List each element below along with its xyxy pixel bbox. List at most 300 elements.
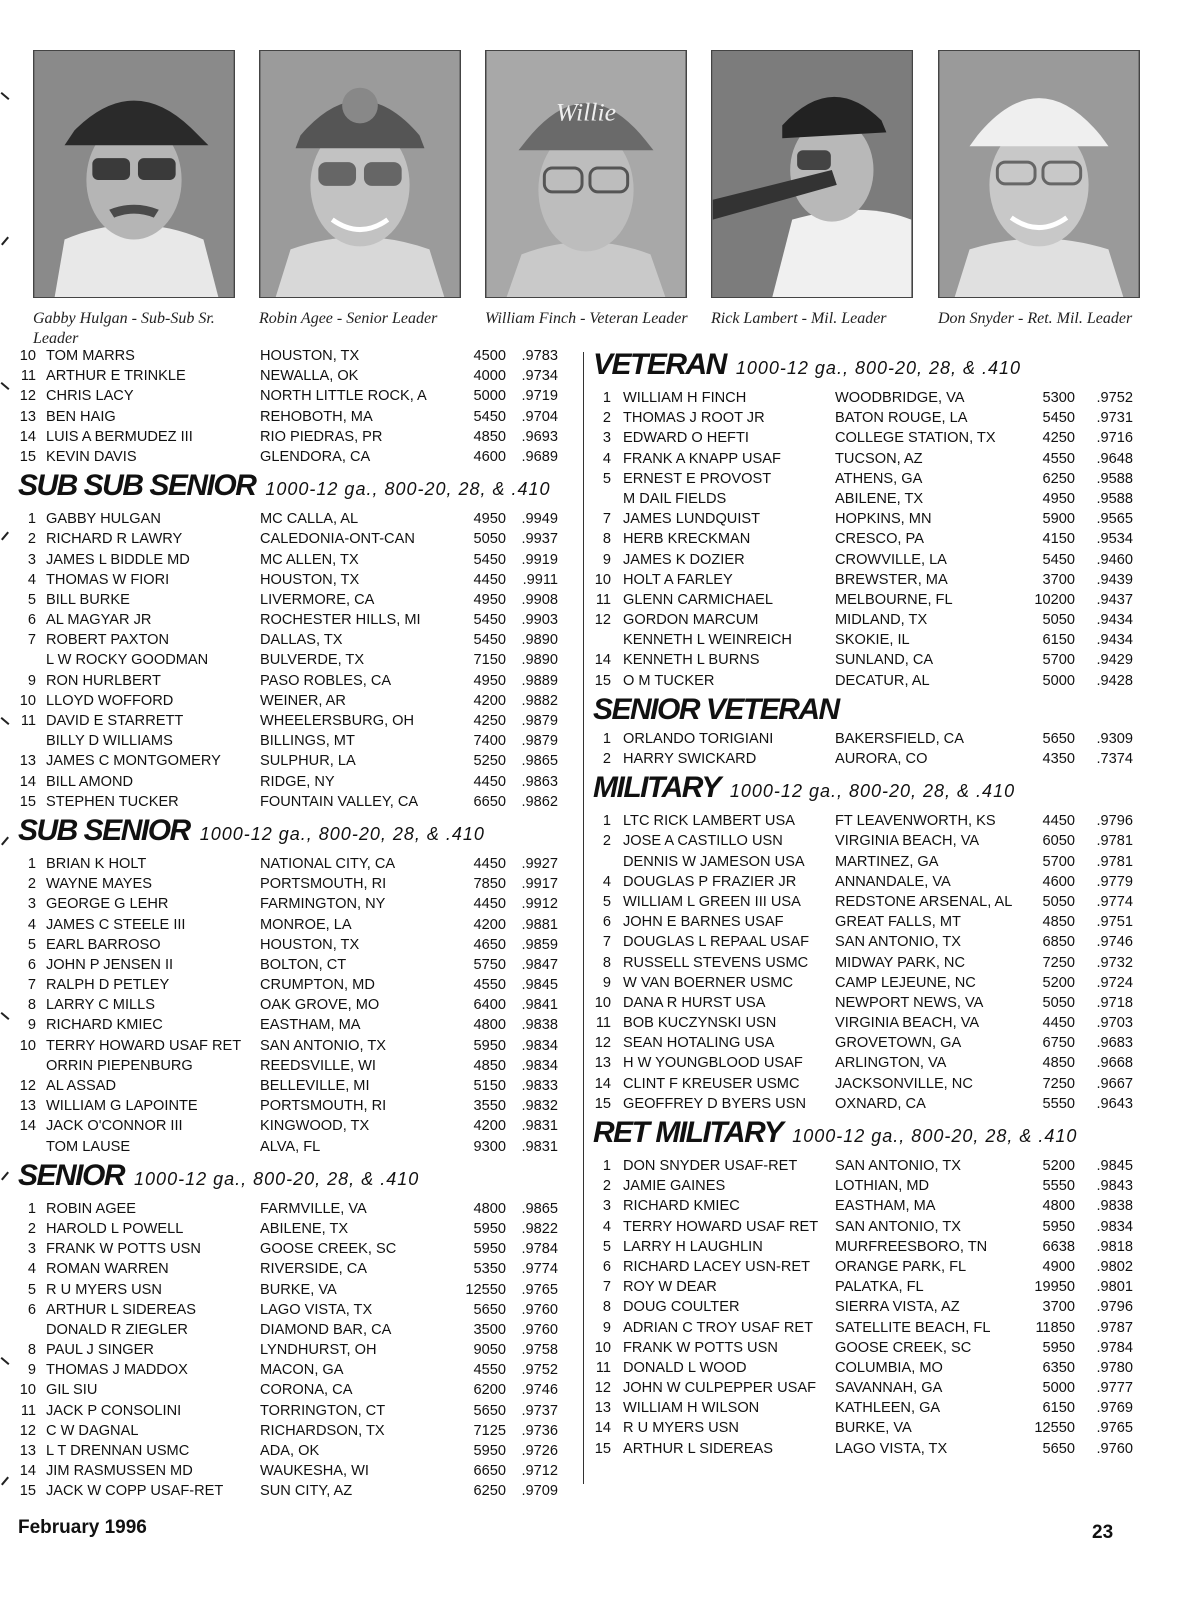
average: .9818	[1096, 1238, 1133, 1255]
photo-caption: Gabby Hulgan - Sub-Sub Sr. Leader	[33, 310, 215, 347]
photo-robin-agee	[259, 50, 461, 298]
shooter-name: DANA R HURST USA	[623, 994, 766, 1011]
table-row	[593, 1074, 1153, 1094]
average: .9746	[1096, 934, 1133, 951]
average: .9752	[521, 1362, 558, 1379]
table-row	[593, 1439, 1153, 1459]
average: .9890	[521, 632, 558, 649]
table-row	[593, 1257, 1153, 1277]
average: .9862	[521, 793, 558, 810]
rank: 9	[602, 974, 611, 991]
rank: 3	[602, 430, 611, 447]
hometown: REHOBOTH, MA	[260, 408, 373, 425]
shooter-name: LUIS A BERMUDEZ III	[46, 428, 193, 445]
hometown: SUNLAND, CA	[835, 652, 934, 669]
targets: 7850	[473, 876, 506, 893]
section-seniorveteran	[593, 691, 1153, 769]
hometown: CORONA, CA	[260, 1382, 353, 1399]
rank: 13	[594, 1400, 611, 1417]
hometown: REEDSVILLE, WI	[260, 1057, 376, 1074]
shooter-name: O M TUCKER	[623, 672, 715, 689]
rank: 5	[602, 1238, 611, 1255]
targets: 4450	[473, 896, 506, 913]
section-heading	[593, 769, 1153, 811]
table-row	[18, 894, 578, 914]
average: .9834	[521, 1057, 558, 1074]
table-row	[593, 1094, 1153, 1114]
shooter-name: ARTHUR E TRINKLE	[46, 368, 186, 385]
table-row	[18, 550, 578, 570]
binder-mark	[1, 382, 10, 390]
section-gauges: 1000-12 ga., 800-20, 28, & .410	[729, 781, 1016, 802]
average: .9732	[1096, 954, 1133, 971]
average: .9831	[521, 1138, 558, 1155]
average: .9847	[521, 956, 558, 973]
average: .9769	[1096, 1400, 1133, 1417]
average: .9760	[521, 1321, 558, 1338]
rank: 3	[27, 1241, 36, 1258]
table-row	[18, 1036, 578, 1056]
average: .9796	[1096, 813, 1133, 830]
shooter-name: WILLIAM G LAPOINTE	[46, 1098, 198, 1115]
hometown: BOLTON, CT	[260, 956, 347, 973]
rank: 15	[594, 1440, 611, 1457]
average: .9731	[1096, 410, 1133, 427]
shooter-name: KENNETH L WEINREICH	[623, 632, 792, 649]
targets: 3500	[473, 1321, 506, 1338]
binder-mark	[1, 717, 10, 725]
targets: 4850	[473, 428, 506, 445]
targets: 5200	[1042, 1158, 1075, 1174]
shooter-name: JIM RASMUSSEN MD	[46, 1463, 193, 1480]
hometown: SKOKIE, IL	[835, 632, 910, 649]
shooter-name: ERNEST E PROVOST	[623, 470, 772, 487]
rank: 11	[595, 1015, 611, 1032]
rank: 8	[27, 997, 36, 1014]
rank: 2	[27, 1220, 36, 1237]
targets: 6150	[1042, 1400, 1075, 1417]
hometown: DIAMOND BAR, CA	[260, 1321, 392, 1338]
table-row	[593, 590, 1153, 610]
shooter-name: DAVID E STARRETT	[46, 713, 184, 729]
targets: 4600	[473, 448, 506, 465]
hometown: BURKE, VA	[260, 1281, 337, 1298]
targets: 5000	[1042, 672, 1075, 689]
hometown: ADA, OK	[260, 1443, 320, 1459]
average: .9919	[521, 551, 558, 568]
average: .9841	[521, 997, 558, 1014]
average: .9882	[521, 692, 558, 709]
average: .9903	[521, 612, 558, 629]
shooter-name: DOUGLAS P FRAZIER JR	[623, 873, 797, 890]
table-row	[18, 1340, 578, 1360]
shooter-name: HERB KRECKMAN	[623, 531, 751, 548]
hometown: VIRGINIA BEACH, VA	[835, 833, 980, 850]
shooter-name: GABBY HULGAN	[46, 511, 161, 528]
hometown: GLENDORA, CA	[260, 448, 371, 465]
hometown: SULPHUR, LA	[260, 753, 356, 770]
hometown: FARMINGTON, NY	[260, 896, 386, 913]
hometown: MELBOURNE, FL	[835, 591, 953, 608]
hometown: VIRGINIA BEACH, VA	[835, 1015, 980, 1032]
hometown: JACKSONVILLE, NC	[835, 1075, 973, 1092]
table-row	[18, 386, 578, 406]
table-row	[593, 428, 1153, 448]
shooter-name: THOMAS J MADDOX	[46, 1362, 188, 1379]
binder-mark	[1, 1172, 9, 1181]
shooter-name: R U MYERS USN	[623, 1420, 739, 1437]
shooter-name: DOUG COULTER	[623, 1299, 740, 1316]
rank: 8	[27, 1342, 36, 1359]
targets: 4550	[473, 1362, 506, 1379]
section-heading	[593, 691, 1153, 729]
targets: 4200	[473, 692, 506, 709]
table-row	[593, 650, 1153, 670]
table-row	[18, 1096, 578, 1116]
hometown: GOOSE CREEK, SC	[260, 1241, 397, 1258]
average: .9802	[1096, 1258, 1133, 1275]
rank: 13	[19, 1098, 36, 1115]
average: .9765	[521, 1281, 558, 1298]
hometown: PASO ROBLES, CA	[260, 672, 392, 689]
shooter-name: TERRY HOWARD USAF RET	[46, 1037, 242, 1054]
hometown: TORRINGTON, CT	[260, 1402, 386, 1419]
section-military	[593, 769, 1153, 1114]
rank: 2	[27, 531, 36, 548]
table-row	[18, 1056, 578, 1076]
rank: 10	[594, 571, 611, 588]
rank: 7	[602, 1279, 611, 1296]
table-row	[18, 1280, 578, 1300]
shooter-name: STEPHEN TUCKER	[46, 793, 179, 810]
rank: 14	[19, 773, 36, 790]
average: .9565	[1096, 511, 1133, 528]
hometown: COLUMBIA, MO	[835, 1359, 943, 1376]
targets: 4850	[1042, 914, 1075, 931]
shooter-name: TOM MARRS	[46, 348, 135, 364]
hometown: SIERRA VISTA, AZ	[835, 1299, 960, 1316]
section-cont	[18, 346, 578, 467]
average: .9949	[521, 511, 558, 528]
table-row	[593, 932, 1153, 952]
shooter-name: JAMES C MONTGOMERY	[46, 753, 221, 770]
rank: 5	[27, 1281, 36, 1298]
targets: 5000	[473, 388, 506, 405]
table-row	[593, 892, 1153, 912]
targets: 5350	[473, 1261, 506, 1278]
table-row	[593, 953, 1153, 973]
average: .9703	[1096, 1015, 1133, 1032]
table-row	[593, 1176, 1153, 1196]
targets: 6850	[1042, 934, 1075, 951]
hometown: MURFREESBORO, TN	[835, 1238, 988, 1255]
hometown: GOOSE CREEK, SC	[835, 1339, 972, 1356]
targets: 5550	[1042, 1095, 1075, 1112]
shooter-name: WILLIAM H WILSON	[623, 1400, 760, 1417]
shooter-name: BILL AMOND	[46, 773, 134, 790]
targets: 6250	[473, 1483, 506, 1500]
targets: 5050	[1042, 994, 1075, 1011]
rank: 11	[20, 713, 36, 729]
table-row	[18, 447, 578, 467]
rank: 4	[27, 916, 36, 933]
hometown: ROCHESTER HILLS, MI	[260, 612, 421, 629]
hometown: BELLEVILLE, MI	[260, 1078, 370, 1094]
targets: 5050	[473, 531, 506, 548]
table-row	[593, 1297, 1153, 1317]
section-title: MILITARY	[593, 771, 720, 805]
hometown: ALVA, FL	[260, 1138, 321, 1155]
shooter-name: FRANK W POTTS USN	[46, 1241, 201, 1258]
targets: 6350	[1042, 1359, 1075, 1376]
shooter-name: TERRY HOWARD USAF RET	[623, 1218, 819, 1235]
hometown: BURKE, VA	[835, 1420, 912, 1437]
shooter-name: CLINT F KREUSER USMC	[623, 1075, 800, 1092]
hometown: RIO PIEDRAS, PR	[260, 428, 383, 445]
section-veteran	[593, 346, 1153, 691]
rank: 8	[602, 1299, 611, 1316]
rank: 6	[602, 1258, 611, 1275]
section-subsubsenior	[18, 467, 578, 812]
average: .9774	[521, 1261, 558, 1278]
average: .9751	[1096, 914, 1133, 931]
average: .9760	[521, 1301, 558, 1318]
targets: 5450	[473, 551, 506, 568]
average: .9588	[1096, 490, 1133, 507]
section-title: SUB SENIOR	[18, 813, 190, 847]
photo-don-snyder	[938, 50, 1140, 298]
hometown: EASTHAM, MA	[835, 1198, 936, 1215]
shooter-name: WILLIAM L GREEN III USA	[623, 893, 801, 910]
rank: 10	[19, 1382, 36, 1399]
shooter-name: TOM LAUSE	[46, 1138, 131, 1155]
hometown: KATHLEEN, GA	[835, 1400, 941, 1417]
rank: 13	[19, 753, 36, 770]
average: .9736	[521, 1422, 558, 1439]
targets: 4800	[1042, 1198, 1075, 1215]
targets: 5950	[1042, 1339, 1075, 1356]
average: .9726	[521, 1443, 558, 1459]
average: .9865	[521, 1200, 558, 1217]
table-row	[593, 469, 1153, 489]
rank: 11	[595, 591, 611, 608]
targets: 5050	[1042, 893, 1075, 910]
rank: 12	[594, 1380, 611, 1397]
targets: 4450	[1042, 813, 1075, 830]
targets: 4650	[473, 936, 506, 953]
targets: 4200	[473, 1118, 506, 1135]
targets: 3700	[1042, 1299, 1075, 1316]
rank: 8	[602, 954, 611, 971]
table-row	[18, 1320, 578, 1340]
binder-mark	[1, 1357, 10, 1365]
hometown: RIDGE, NY	[260, 773, 335, 790]
hometown: NATIONAL CITY, CA	[260, 855, 396, 872]
rank: 13	[594, 1055, 611, 1072]
average: .9437	[1096, 591, 1133, 608]
shooter-name: EARL BARROSO	[46, 936, 161, 953]
table-row	[593, 1358, 1153, 1378]
targets: 6200	[473, 1382, 506, 1399]
table-row	[18, 1137, 578, 1157]
targets: 4900	[1042, 1258, 1075, 1275]
average: .9777	[1096, 1380, 1133, 1397]
shooter-name: ROBIN AGEE	[46, 1200, 137, 1217]
rank: 2	[602, 751, 611, 767]
hometown: MIDLAND, TX	[835, 612, 928, 629]
shooter-name: AL MAGYAR JR	[46, 612, 152, 629]
binder-mark	[1, 92, 10, 100]
rank: 3	[27, 551, 36, 568]
shooter-name: BOB KUCZYNSKI USN	[623, 1015, 777, 1032]
rank: 6	[27, 956, 36, 973]
rank: 14	[19, 1118, 36, 1135]
rank: 9	[27, 1362, 36, 1379]
average: .9719	[521, 388, 558, 405]
hometown: FT LEAVENWORTH, KS	[835, 813, 996, 830]
photo-gabby-hulgan	[33, 50, 235, 298]
hometown: HOUSTON, TX	[260, 571, 360, 588]
average: .9667	[1096, 1075, 1133, 1092]
average: .9781	[1096, 853, 1133, 870]
targets: 5650	[1042, 1440, 1075, 1457]
targets: 5700	[1042, 853, 1075, 870]
hometown: CRUMPTON, MD	[260, 977, 375, 994]
average: .9779	[1096, 873, 1133, 890]
targets: 4850	[1042, 1055, 1075, 1072]
shooter-name: EDWARD O HEFTI	[623, 430, 749, 447]
shooter-name: BILLY D WILLIAMS	[46, 733, 173, 750]
rank: 12	[19, 388, 36, 405]
targets: 5450	[473, 632, 506, 649]
average: .9718	[1096, 994, 1133, 1011]
table-row	[593, 852, 1153, 872]
hometown: HOUSTON, TX	[260, 936, 360, 953]
shooter-name: JAMES L BIDDLE MD	[46, 551, 190, 568]
rank: 11	[20, 368, 36, 385]
rank: 7	[27, 977, 36, 994]
targets: 4800	[473, 1017, 506, 1034]
targets: 5300	[1042, 390, 1075, 406]
targets: 4450	[473, 773, 506, 790]
hometown: DECATUR, AL	[835, 672, 930, 689]
table-row	[18, 407, 578, 427]
table-row	[18, 570, 578, 590]
table-row	[18, 792, 578, 812]
average: .9780	[1096, 1359, 1133, 1376]
shooter-name: WILLIAM H FINCH	[623, 390, 747, 406]
average: .7374	[1096, 751, 1133, 767]
shooter-name: AL ASSAD	[46, 1078, 117, 1094]
rank: 5	[27, 936, 36, 953]
rank: 15	[594, 672, 611, 689]
average: .9801	[1096, 1279, 1133, 1296]
average: .9712	[521, 1463, 558, 1480]
average: .9937	[521, 531, 558, 548]
targets: 5750	[473, 956, 506, 973]
rank: 9	[602, 551, 611, 568]
average: .9890	[521, 652, 558, 669]
rank: 13	[19, 408, 36, 425]
average: .9845	[521, 977, 558, 994]
hometown: BAKERSFIELD, CA	[835, 730, 964, 747]
hometown: CROWVILLE, LA	[835, 551, 947, 568]
rank: 4	[602, 873, 611, 890]
table-row	[593, 1378, 1153, 1398]
rank: 4	[602, 450, 611, 467]
shooter-name: LTC RICK LAMBERT USA	[623, 813, 795, 830]
shooter-name: ARTHUR L SIDEREAS	[46, 1301, 197, 1318]
targets: 4250	[1042, 430, 1075, 447]
average: .9734	[521, 368, 558, 385]
hometown: SAN ANTONIO, TX	[835, 934, 961, 951]
rank: 15	[19, 793, 36, 810]
shooter-name: RICHARD KMIEC	[46, 1017, 163, 1034]
table-row	[593, 1237, 1153, 1257]
hometown: CRESCO, PA	[835, 531, 924, 548]
table-row	[593, 1398, 1153, 1418]
shooter-name: GLENN CARMICHAEL	[623, 591, 774, 608]
section-title: SENIOR	[18, 1158, 125, 1192]
table-row	[593, 811, 1153, 831]
targets: 5450	[473, 408, 506, 425]
average: .9683	[1096, 1035, 1133, 1052]
targets: 4950	[1042, 490, 1075, 507]
average: .9434	[1096, 612, 1133, 629]
targets: 6400	[473, 997, 506, 1014]
targets: 4550	[473, 977, 506, 994]
targets: 5450	[1042, 410, 1075, 427]
table-row	[18, 509, 578, 529]
targets: 4150	[1042, 531, 1075, 548]
table-row	[18, 650, 578, 670]
photo-caption: William Finch - Veteran Leader	[485, 310, 688, 327]
hometown: KINGWOOD, TX	[260, 1118, 370, 1135]
shooter-name: BRIAN K HOLT	[46, 855, 147, 872]
rank: 1	[602, 730, 611, 747]
shooter-name: JACK P CONSOLINI	[46, 1402, 182, 1419]
table-row	[593, 973, 1153, 993]
average: .9781	[1096, 833, 1133, 850]
average: .9704	[521, 408, 558, 425]
shooter-name: THOMAS W FIORI	[46, 571, 170, 588]
hometown: RIVERSIDE, CA	[260, 1261, 368, 1278]
average: .9668	[1096, 1055, 1133, 1072]
average: .9439	[1096, 571, 1133, 588]
average: .9752	[1096, 390, 1133, 406]
table-row	[18, 529, 578, 549]
rank: 1	[27, 855, 36, 872]
table-row	[18, 772, 578, 792]
shooter-name: ARTHUR L SIDEREAS	[623, 1440, 774, 1457]
section-gauges: 1000-12 ga., 800-20, 28, & .410	[134, 1168, 420, 1189]
shooter-name: H W YOUNGBLOOD USAF	[623, 1055, 803, 1072]
table-row	[593, 993, 1153, 1013]
hometown: ARLINGTON, VA	[835, 1055, 947, 1072]
hometown: GROVETOWN, GA	[835, 1035, 962, 1052]
rank: 14	[19, 1463, 36, 1480]
shooter-name: GIL SIU	[46, 1382, 98, 1399]
shooter-name: JOHN W CULPEPPER USAF	[623, 1380, 816, 1397]
average: .9863	[521, 773, 558, 790]
table-row	[18, 1076, 578, 1096]
table-row	[18, 1441, 578, 1461]
shooter-name: JAMIE GAINES	[623, 1178, 726, 1195]
targets: 9300	[473, 1138, 506, 1155]
hometown: LOTHIAN, MD	[835, 1178, 930, 1195]
average: .9917	[521, 876, 558, 893]
shooter-name: GEORGE G LEHR	[46, 896, 169, 913]
